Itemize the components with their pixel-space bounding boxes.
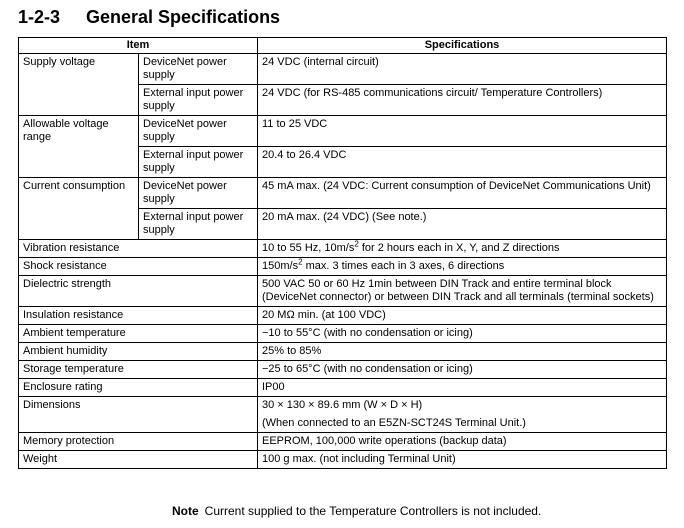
spec-value: 20.4 to 26.4 VDC xyxy=(258,147,667,178)
footnote xyxy=(172,504,541,518)
sub-item: External input power supply xyxy=(139,85,258,116)
item-storage-temperature: Storage temperature xyxy=(19,361,258,379)
section-number: 1-2-3 xyxy=(18,7,61,27)
spec-value: 11 to 25 VDC xyxy=(258,116,667,147)
sub-item: DeviceNet power supply xyxy=(139,54,258,85)
table-row xyxy=(19,343,667,361)
spec-value xyxy=(258,397,667,433)
note-label: Note xyxy=(172,504,199,518)
spec-value: 20 mA max. (24 VDC) (See note.) xyxy=(258,209,667,240)
item-dielectric-strength: Dielectric strength xyxy=(19,276,258,307)
item-weight: Weight xyxy=(19,451,258,469)
spec-value: 24 VDC (for RS-485 communications circuit/ Temperature Controllers) xyxy=(258,85,667,116)
sub-item: External input power supply xyxy=(139,147,258,178)
item-shock-resistance: Shock resistance xyxy=(19,258,258,276)
spec-value: 25% to 85% xyxy=(258,343,667,361)
item-supply-voltage: Supply voltage xyxy=(19,54,139,116)
spec-value: −10 to 55°C (with no condensation or icing) xyxy=(258,325,667,343)
spec-value: 45 mA max. (24 VDC: Current consumption of DeviceNet Communications Unit) xyxy=(258,178,667,209)
item-dimensions: Dimensions xyxy=(19,397,258,433)
spec-value xyxy=(258,240,667,258)
item-ambient-humidity: Ambient humidity xyxy=(19,343,258,361)
table-row xyxy=(19,379,667,397)
spec-value: 100 g max. (not including Terminal Unit) xyxy=(258,451,667,469)
table-row xyxy=(19,116,667,147)
table-row xyxy=(19,397,667,433)
spec-text: 10 to 55 Hz, 10m/s xyxy=(262,242,355,254)
table-row xyxy=(19,276,667,307)
spec-text: for 2 hours each in X, Y, and Z directions xyxy=(358,242,560,254)
item-insulation-resistance: Insulation resistance xyxy=(19,307,258,325)
table-row xyxy=(19,325,667,343)
section-heading xyxy=(18,7,280,28)
table-row xyxy=(19,54,667,85)
spec-value: 500 VAC 50 or 60 Hz 1min between DIN Track and entire terminal block (DeviceNet connector) or between DIN Track and all terminals (terminal sockets) xyxy=(258,276,667,307)
sub-item: DeviceNet power supply xyxy=(139,116,258,147)
item-vibration-resistance: Vibration resistance xyxy=(19,240,258,258)
spec-text: 150m/s xyxy=(262,260,299,272)
item-enclosure-rating: Enclosure rating xyxy=(19,379,258,397)
superscript: 2 xyxy=(354,239,359,249)
table-row xyxy=(19,258,667,276)
spec-text: max. 3 times each in 3 axes, 6 directions xyxy=(302,260,505,272)
sub-item: External input power supply xyxy=(139,209,258,240)
spec-line: (When connected to an E5ZN-SCT24S Terminal Unit.) xyxy=(262,417,526,429)
table-header-row xyxy=(19,38,667,54)
item-current-consumption: Current consumption xyxy=(19,178,139,240)
header-specifications: Specifications xyxy=(258,38,667,54)
spec-value: 24 VDC (internal circuit) xyxy=(258,54,667,85)
table-row xyxy=(19,178,667,209)
header-item: Item xyxy=(19,38,258,54)
spec-line: 30 × 130 × 89.6 mm (W × D × H) xyxy=(262,399,423,411)
table-row xyxy=(19,307,667,325)
table-row xyxy=(19,240,667,258)
table-row xyxy=(19,361,667,379)
item-memory-protection: Memory protection xyxy=(19,433,258,451)
sub-item: DeviceNet power supply xyxy=(139,178,258,209)
spec-value: −25 to 65°C (with no condensation or icing) xyxy=(258,361,667,379)
section-title: General Specifications xyxy=(86,7,281,27)
spec-value xyxy=(258,258,667,276)
specifications-table xyxy=(18,37,667,469)
table-row xyxy=(19,451,667,469)
item-ambient-temperature: Ambient temperature xyxy=(19,325,258,343)
note-text: Current supplied to the Temperature Controllers is not included. xyxy=(204,504,542,518)
item-allowable-voltage-range: Allowable voltage range xyxy=(19,116,139,178)
spec-value: IP00 xyxy=(258,379,667,397)
table-row xyxy=(19,433,667,451)
superscript: 2 xyxy=(298,257,303,267)
spec-value: 20 MΩ min. (at 100 VDC) xyxy=(258,307,667,325)
spec-value: EEPROM, 100,000 write operations (backup data) xyxy=(258,433,667,451)
